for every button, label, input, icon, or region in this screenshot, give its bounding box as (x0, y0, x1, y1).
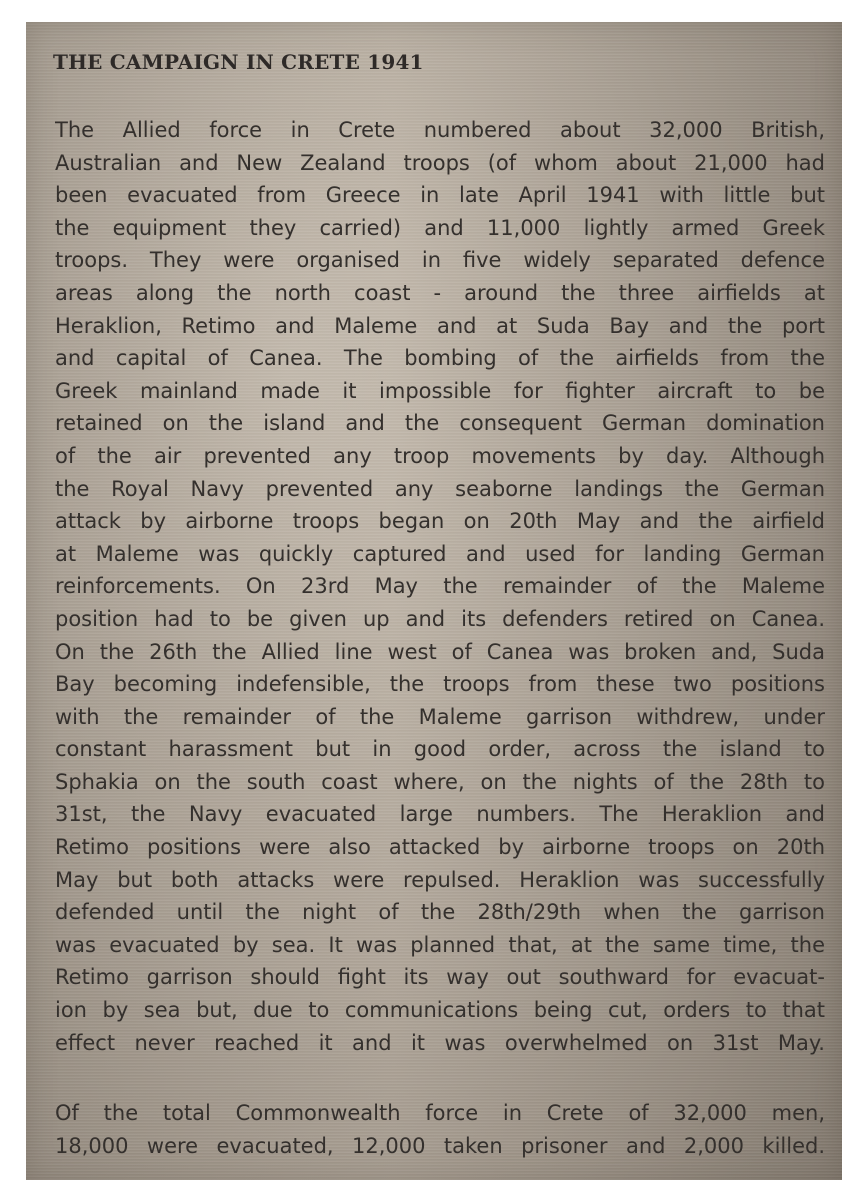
text-line: 18,000 were evacuated, 12,000 taken prisoner and 2,000 killed. (55, 1133, 825, 1158)
text-line: constant harassment but in good order, across the island to (55, 737, 825, 762)
text-line: with the remainder of the Maleme garrison withdrew, under (55, 704, 825, 729)
text-line: was evacuated by sea. It was planned that, at the same time, the (55, 932, 825, 957)
text-line: effect never reached it and it was overwhelmed on 31st May. (55, 1030, 825, 1055)
text-line: Greek mainland made it impossible for fighter aircraft to be (55, 378, 825, 403)
text-line: 31st, the Navy evacuated large numbers. The Heraklion and (55, 802, 825, 827)
text-line: Retimo garrison should fight its way out southward for evacuat- (55, 965, 825, 990)
text-line: troops. They were organised in five widely separated defence (55, 248, 825, 273)
paragraph-gap (55, 1059, 825, 1097)
text-line: On the 26th the Allied line west of Canea was broken and, Suda (55, 639, 825, 664)
text-line: reinforcements. On 23rd May the remainder of the Maleme (55, 574, 825, 599)
text-line: Australian and New Zealand troops (of whom about 21,000 had (55, 150, 825, 175)
text-line: of the air prevented any troop movements by day. Although (55, 443, 825, 468)
text-line: Of the total Commonwealth force in Crete of 32,000 men, (55, 1101, 825, 1126)
text-line: the equipment they carried) and 11,000 lightly armed Greek (55, 215, 825, 240)
plaque-title: THE CAMPAIGN IN CRETE 1941 (53, 50, 424, 74)
text-line: Sphakia on the south coast where, on the nights of the 28th to (55, 769, 825, 794)
text-line: attack by airborne troops began on 20th May and the airfield (55, 509, 825, 534)
text-line: position had to be given up and its defenders retired on Canea. (55, 606, 825, 631)
text-line: retained on the island and the consequent German domination (55, 411, 825, 436)
text-line: May but both attacks were repulsed. Heraklion was successfully (55, 867, 825, 892)
text-line: ion by sea but, due to communications being cut, orders to that (55, 998, 825, 1023)
text-line: at Maleme was quickly captured and used for landing German (55, 541, 825, 566)
text-line: defended until the night of the 28th/29th when the garrison (55, 900, 825, 925)
paragraph-summary (55, 1097, 825, 1162)
text-line: The Allied force in Crete numbered about 32,000 British, (55, 118, 825, 142)
plaque-body (55, 114, 825, 1162)
text-line: areas along the north coast - around the three airfields at (55, 280, 825, 305)
text-line: been evacuated from Greece in late April 1941 with little but (55, 183, 825, 208)
memorial-plaque (26, 22, 842, 1180)
text-line: the Royal Navy prevented any seaborne landings the German (55, 476, 825, 501)
text-line: Heraklion, Retimo and Maleme and at Suda Bay and the port (55, 313, 825, 338)
text-line: and capital of Canea. The bombing of the airfields from the (55, 346, 825, 371)
text-line: Retimo positions were also attacked by airborne troops on 20th (55, 835, 825, 860)
text-line: Bay becoming indefensible, the troops from these two positions (55, 672, 825, 697)
paragraph-main (55, 114, 825, 1059)
